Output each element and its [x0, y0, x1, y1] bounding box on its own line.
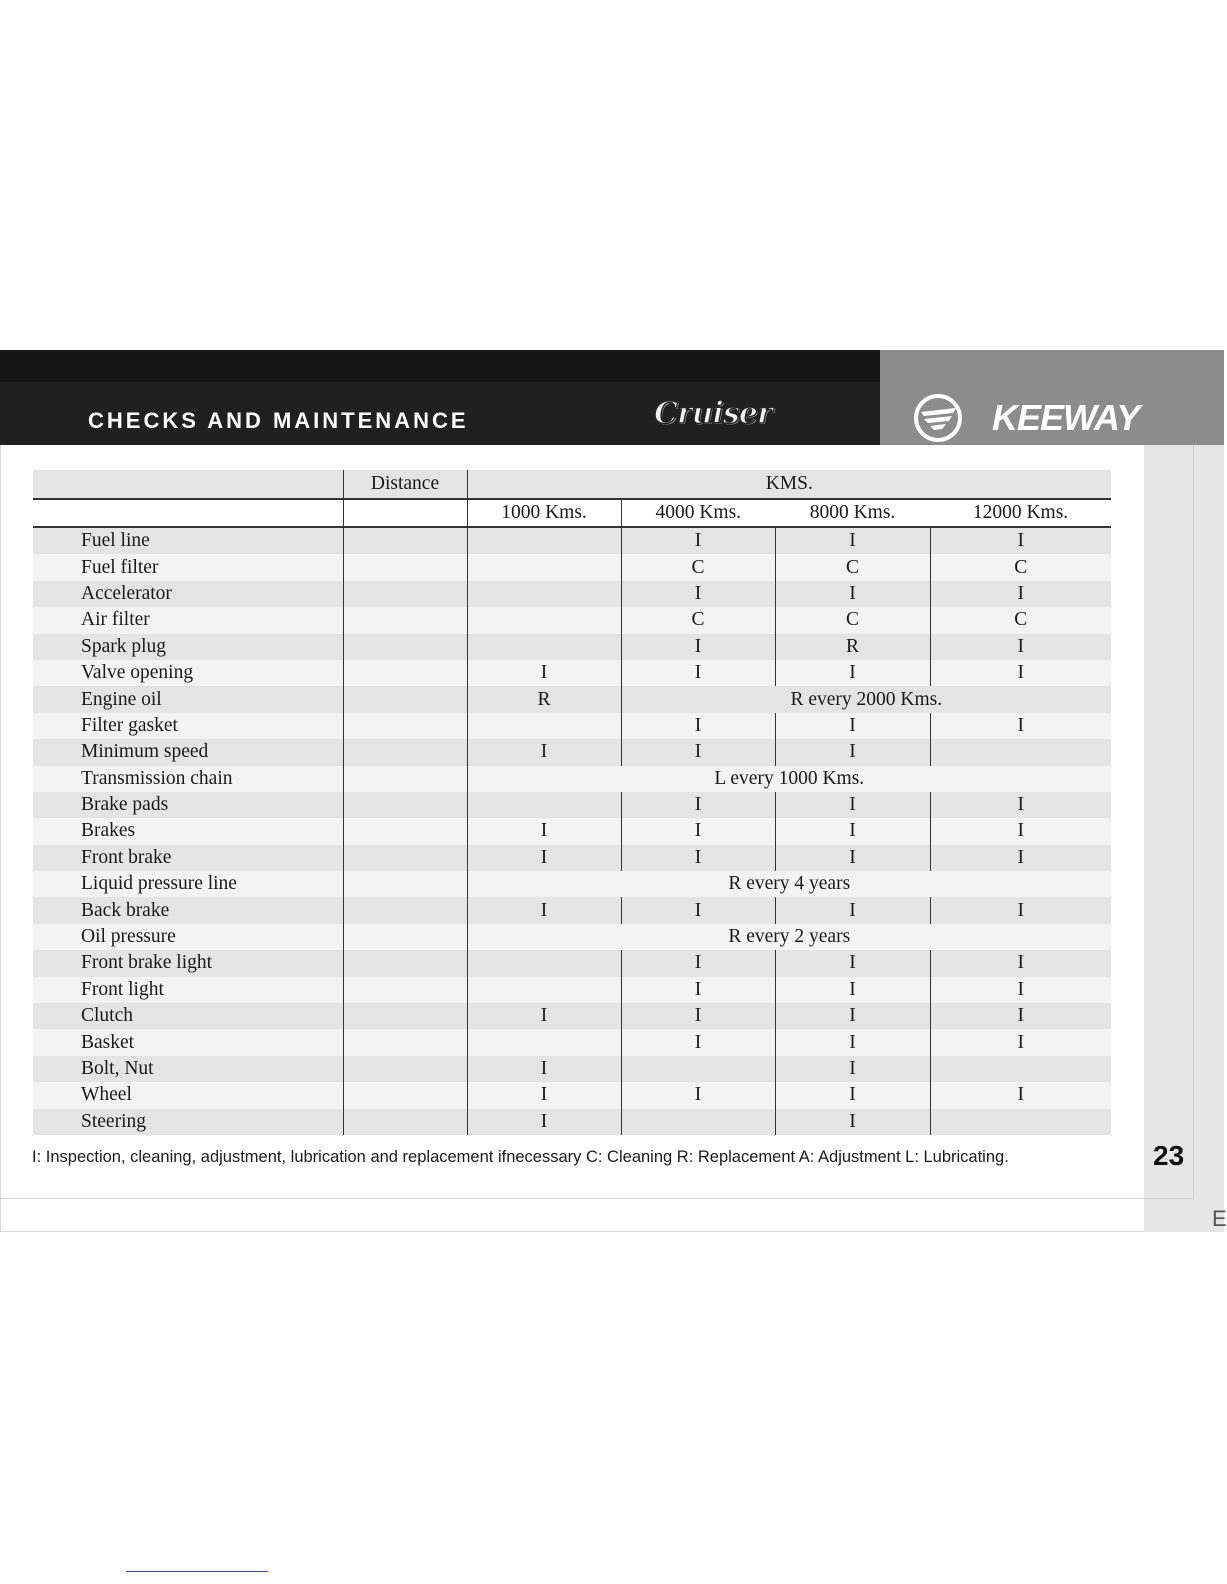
column-header: 1000 Kms. — [467, 499, 621, 527]
cell-8000: I — [775, 1029, 930, 1055]
cell-4000: C — [621, 607, 775, 633]
cell-8000: C — [775, 554, 930, 580]
table-row — [33, 897, 1111, 923]
cell-1000 — [467, 581, 621, 607]
cell-1000 — [467, 977, 621, 1003]
table-row — [33, 554, 1111, 580]
table-row — [33, 766, 1111, 792]
row-item-label: Steering — [33, 1109, 343, 1135]
cell-8000: I — [775, 977, 930, 1003]
distance-cell — [343, 713, 467, 739]
cell-8000: I — [775, 1109, 930, 1135]
table-row — [33, 607, 1111, 633]
cell-8000: I — [775, 1082, 930, 1108]
row-item-label: Brakes — [33, 818, 343, 844]
row-item-label: Transmission chain — [33, 766, 343, 792]
table-row — [33, 527, 1111, 554]
row-item-label: Spark plug — [33, 634, 343, 660]
table-row — [33, 686, 1111, 712]
bottom-rule — [0, 1198, 1193, 1199]
cell-12000: I — [930, 792, 1111, 818]
cell-4000: I — [621, 845, 775, 871]
distance-cell — [343, 686, 467, 712]
header-band-top — [0, 350, 880, 382]
footer-link-underline — [126, 1571, 268, 1572]
row-item-label: Valve opening — [33, 660, 343, 686]
row-item-label: Filter gasket — [33, 713, 343, 739]
column-header: 8000 Kms. — [775, 499, 930, 527]
table-row — [33, 950, 1111, 976]
cell-1000 — [467, 950, 621, 976]
row-item-label: Minimum speed — [33, 739, 343, 765]
interval-note: R every 2 years — [467, 924, 1111, 950]
cell-4000: I — [621, 1003, 775, 1029]
cell-8000: I — [775, 1003, 930, 1029]
cell-12000: I — [930, 581, 1111, 607]
cell-1000 — [467, 1029, 621, 1055]
cell-12000 — [930, 1109, 1111, 1135]
cell-12000: I — [930, 977, 1111, 1003]
cell-4000: I — [621, 1029, 775, 1055]
cell-4000: I — [621, 581, 775, 607]
row-item-label: Wheel — [33, 1082, 343, 1108]
row-item-label: Fuel line — [33, 527, 343, 554]
cell-4000: I — [621, 792, 775, 818]
cell-1000: I — [467, 1109, 621, 1135]
cell-1000: I — [467, 660, 621, 686]
cell-8000: R — [775, 634, 930, 660]
table-header-row — [33, 470, 1111, 499]
distance-cell — [343, 1003, 467, 1029]
cell-4000: I — [621, 977, 775, 1003]
cell-1000: I — [467, 1056, 621, 1082]
cell-12000 — [930, 739, 1111, 765]
cell-1000 — [467, 792, 621, 818]
distance-cell — [343, 527, 467, 554]
row-item-label: Basket — [33, 1029, 343, 1055]
cell-12000: I — [930, 713, 1111, 739]
cell-1000 — [467, 713, 621, 739]
table-row — [33, 1003, 1111, 1029]
item-header-cell — [33, 470, 343, 499]
row-item-label: Front brake — [33, 845, 343, 871]
table-row — [33, 871, 1111, 897]
row-item-label: Front brake light — [33, 950, 343, 976]
table-row — [33, 1056, 1111, 1082]
keeway-emblem-icon — [912, 392, 964, 444]
cell-8000: I — [775, 950, 930, 976]
cell-1000 — [467, 634, 621, 660]
table-row — [33, 845, 1111, 871]
maintenance-table — [33, 470, 1111, 1135]
cell-12000: I — [930, 818, 1111, 844]
cell-1000 — [467, 607, 621, 633]
table-row — [33, 739, 1111, 765]
distance-cell — [343, 766, 467, 792]
cell-1000 — [467, 527, 621, 554]
table-subheader-row — [33, 499, 1111, 527]
edge-tab-letter: E — [1212, 1206, 1227, 1231]
cruiser-logo: Cruiser — [654, 396, 772, 431]
cell-1000: I — [467, 739, 621, 765]
row-item-label: Air filter — [33, 607, 343, 633]
distance-cell — [343, 845, 467, 871]
keeway-logo: KEEWAY — [992, 397, 1140, 438]
cell-1000: I — [467, 1082, 621, 1108]
table-row — [33, 1029, 1111, 1055]
section-title: CHECKS AND MAINTENANCE — [88, 408, 469, 433]
distance-cell — [343, 634, 467, 660]
cell-12000: I — [930, 1082, 1111, 1108]
cell-8000: I — [775, 818, 930, 844]
cell-4000: I — [621, 527, 775, 554]
cell-12000: I — [930, 845, 1111, 871]
cell-8000: I — [775, 527, 930, 554]
table-row — [33, 924, 1111, 950]
cell-4000: I — [621, 818, 775, 844]
row-item-label: Brake pads — [33, 792, 343, 818]
distance-cell — [343, 871, 467, 897]
cell-1000: R — [467, 686, 621, 712]
interval-note: R every 2000 Kms. — [621, 686, 1111, 712]
distance-cell — [343, 1109, 467, 1135]
cell-4000: C — [621, 554, 775, 580]
cell-4000: I — [621, 950, 775, 976]
row-item-label: Clutch — [33, 1003, 343, 1029]
cell-12000: I — [930, 950, 1111, 976]
column-header: 12000 Kms. — [930, 499, 1111, 527]
cell-12000: I — [930, 1003, 1111, 1029]
item-subheader-cell — [33, 499, 343, 527]
table-row — [33, 977, 1111, 1003]
side-divider — [1193, 445, 1194, 1200]
interval-note: L every 1000 Kms. — [467, 766, 1111, 792]
cell-4000: I — [621, 634, 775, 660]
table-row — [33, 1109, 1111, 1135]
side-strip — [1144, 445, 1224, 1232]
cell-4000: I — [621, 739, 775, 765]
cell-4000: I — [621, 1082, 775, 1108]
row-item-label: Oil pressure — [33, 924, 343, 950]
table-row — [33, 1082, 1111, 1108]
table-row — [33, 792, 1111, 818]
distance-subheader-cell — [343, 499, 467, 527]
interval-note: R every 4 years — [467, 871, 1111, 897]
table-row — [33, 581, 1111, 607]
distance-cell — [343, 554, 467, 580]
cell-1000 — [467, 554, 621, 580]
table-row — [33, 634, 1111, 660]
cell-8000: I — [775, 792, 930, 818]
cell-8000: I — [775, 1056, 930, 1082]
distance-cell — [343, 607, 467, 633]
distance-cell — [343, 977, 467, 1003]
cell-8000: I — [775, 739, 930, 765]
cell-1000: I — [467, 897, 621, 923]
row-item-label: Fuel filter — [33, 554, 343, 580]
cell-12000: I — [930, 660, 1111, 686]
row-item-label: Accelerator — [33, 581, 343, 607]
row-item-label: Liquid pressure line — [33, 871, 343, 897]
legend: I: Inspection, cleaning, adjustment, lubrication and replacement ifnecessary C: Cleaning R: Replacement A: Adjustment L: Lubricating. — [32, 1148, 1009, 1166]
table-row — [33, 818, 1111, 844]
cell-12000: I — [930, 527, 1111, 554]
cell-8000: I — [775, 713, 930, 739]
row-item-label: Bolt, Nut — [33, 1056, 343, 1082]
distance-cell — [343, 1029, 467, 1055]
page-number: 23 — [1153, 1140, 1185, 1171]
cell-1000: I — [467, 818, 621, 844]
row-item-label: Front light — [33, 977, 343, 1003]
distance-cell — [343, 1056, 467, 1082]
cell-4000: I — [621, 897, 775, 923]
cell-8000: I — [775, 660, 930, 686]
distance-cell — [343, 897, 467, 923]
cell-8000: I — [775, 581, 930, 607]
kms-header: KMS. — [467, 470, 1111, 499]
cell-12000: C — [930, 554, 1111, 580]
distance-cell — [343, 739, 467, 765]
distance-header: Distance — [343, 470, 467, 499]
cell-4000: I — [621, 713, 775, 739]
cell-1000: I — [467, 845, 621, 871]
table-row — [33, 713, 1111, 739]
table-row — [33, 660, 1111, 686]
row-item-label: Back brake — [33, 897, 343, 923]
row-item-label: Engine oil — [33, 686, 343, 712]
cell-12000: I — [930, 634, 1111, 660]
cell-4000: I — [621, 660, 775, 686]
column-header: 4000 Kms. — [621, 499, 775, 527]
cell-8000: I — [775, 897, 930, 923]
distance-cell — [343, 950, 467, 976]
distance-cell — [343, 581, 467, 607]
cell-12000 — [930, 1056, 1111, 1082]
distance-cell — [343, 818, 467, 844]
distance-cell — [343, 924, 467, 950]
cell-12000: I — [930, 897, 1111, 923]
distance-cell — [343, 1082, 467, 1108]
cell-8000: I — [775, 845, 930, 871]
cell-12000: C — [930, 607, 1111, 633]
cell-8000: C — [775, 607, 930, 633]
cell-1000: I — [467, 1003, 621, 1029]
distance-cell — [343, 792, 467, 818]
distance-cell — [343, 660, 467, 686]
cell-4000 — [621, 1056, 775, 1082]
cell-4000 — [621, 1109, 775, 1135]
cell-12000: I — [930, 1029, 1111, 1055]
